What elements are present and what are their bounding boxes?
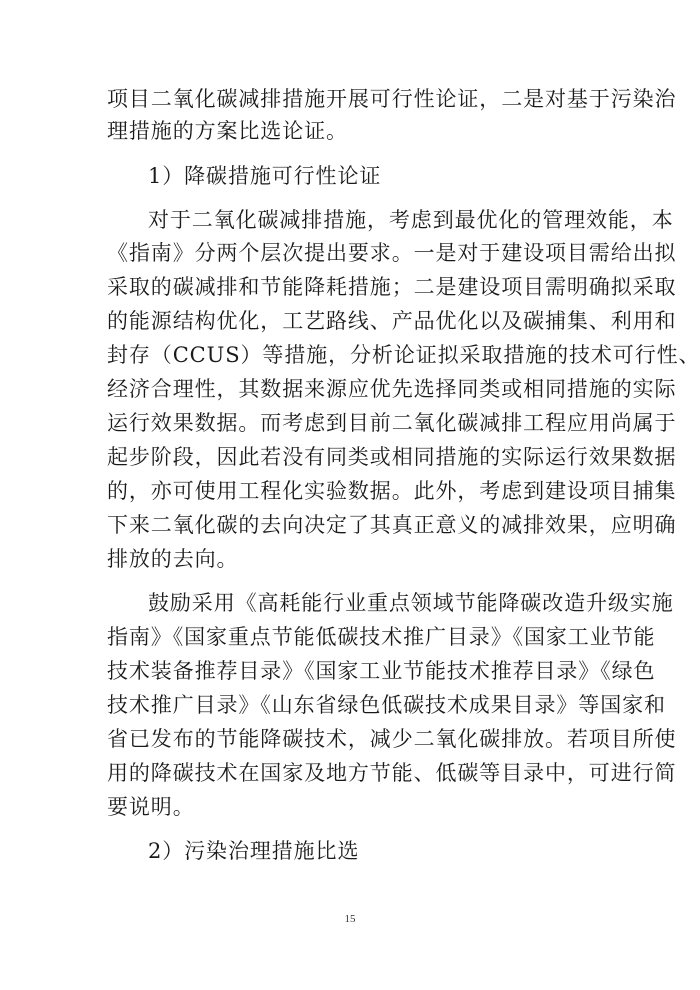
- body-text-line: 理措施的方案比选论证。: [107, 119, 348, 143]
- body-text-line: 技术装备推荐目录》《国家工业节能技术推荐目录》《绿色: [107, 659, 656, 683]
- section-heading: 2）污染治理措施比选: [148, 839, 360, 863]
- body-text-line: 《指南》分两个层次提出要求。一是对于建设项目需给出拟: [107, 241, 677, 265]
- body-text-line: 排放的去向。: [107, 547, 239, 571]
- body-text-line: 项目二氧化碳减排措施开展可行性论证，二是对基于污染治: [107, 87, 677, 111]
- body-text-line: 指南》《国家重点节能低碳技术推广目录》《国家工业节能: [107, 625, 656, 649]
- page-number: 15: [344, 913, 356, 925]
- body-text-line: 技术推广目录》《山东省绿色低碳技术成果目录》等国家和: [107, 693, 666, 717]
- body-text-line: 对于二氧化碳减排措施，考虑到最优化的管理效能，本: [148, 208, 674, 232]
- body-text-line: 的，亦可使用工程化实验数据。此外，考虑到建设项目捕集: [107, 479, 677, 503]
- body-text-line: 下来二氧化碳的去向决定了其真正意义的减排效果，应明确: [107, 513, 677, 537]
- body-text-line: 要说明。: [107, 795, 195, 819]
- body-text-line: 封存（CCUS）等措施，分析论证拟采取措施的技术可行性、: [107, 343, 700, 367]
- body-text-line: 起步阶段，因此若没有同类或相同措施的实际运行效果数据: [107, 445, 677, 469]
- section-heading: 1）降碳措施可行性论证: [148, 164, 382, 188]
- body-text-line: 采取的碳减排和节能降耗措施；二是建设项目需明确拟采取: [107, 275, 677, 299]
- body-text-line: 经济合理性，其数据来源应优先选择同类或相同措施的实际: [107, 377, 677, 401]
- body-text-line: 运行效果数据。而考虑到目前二氧化碳减排工程应用尚属于: [107, 411, 677, 435]
- body-text-line: 的能源结构优化，工艺路线、产品优化以及碳捕集、利用和: [107, 309, 677, 333]
- body-text-line: 省已发布的节能降碳技术，减少二氧化碳排放。若项目所使: [107, 727, 677, 751]
- body-text-line: 用的降碳技术在国家及地方节能、低碳等目录中，可进行简: [107, 761, 677, 785]
- body-text-line: 鼓励采用《高耗能行业重点领域节能降碳改造升级实施: [148, 591, 674, 615]
